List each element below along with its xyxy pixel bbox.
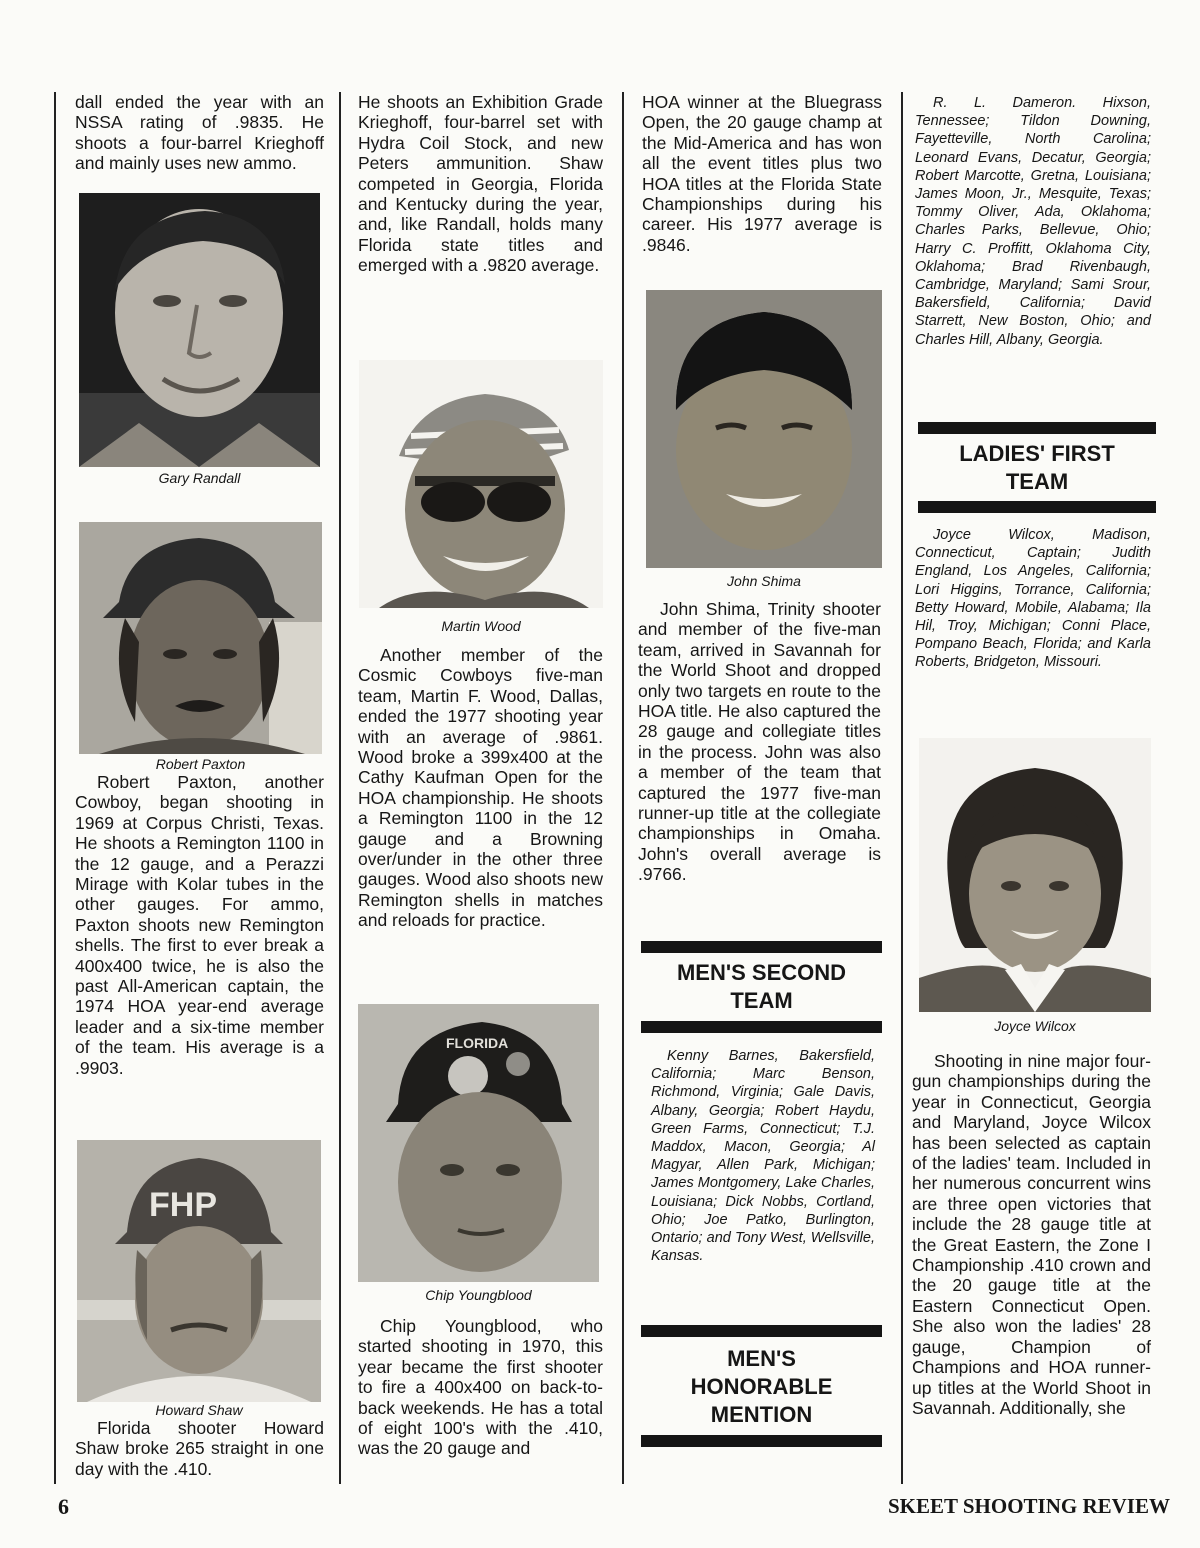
column-2-wood-text	[358, 645, 603, 931]
heading-mens-honorable-mention: MEN'S HONORABLE MENTION	[690, 1346, 833, 1427]
paragraph-youngblood: Chip Youngblood, who started shooting in 1970, this year became the first shooter to fire a 400x400 on back-to-back weekends. He has a total of eight 100's with the .410, was the 20 gauge and	[358, 1316, 603, 1459]
section-bar	[918, 501, 1156, 513]
paragraph-wilcox: Shooting in nine major four-gun championships during the year in Connecticut, Georgia and Maryland, Joyce Wilcox has been selected as captain of the ladies' team. Included in her numerous concurrent wins are three open victories that include the 28 gauge title at the Great Eastern, the Zone I Championship .410 crown and the 20 gauge title at the Eastern Connecticut Open. She also won the ladies' 28 gauge, Champion of Champions and HOA runner-up titles at the World Shoot in Savannah. Additionally, she	[912, 1051, 1151, 1418]
column-3-shima-text	[638, 599, 881, 885]
list-mens-second-team: Kenny Barnes, Bakersfield, California; Marc Benson, Richmond, Virginia; Gale Davis, Albany, Georgia; Robert Haydu, Green Farms, Connecticut; T.J. Maddox, Macon, Georgia; Al Magyar, Allen Park, Michigan; James Montgomery, Lake Charles, Louisiana; Dick Nobbs, Cortland, Ohio; Joe Patko, Burlington, Ontario; and Tony West, Wellsville, Kansas.	[651, 1048, 875, 1265]
paragraph-paxton: Robert Paxton, another Cowboy, began shooting in 1969 at Corpus Christi, Texas. He shoots a Remington 1100 in the 12 gauge, and a Perazzi Mirage with Kolar tubes in the other gauges. For ammo, Paxton shoots new Remington shells. The first to ever break a 400x400 twice, he is also the past All-American captain, the 1974 HOA year-end average leader and a six-time member of the team. His average is a .9903.	[75, 772, 324, 1078]
column-rule	[622, 92, 624, 1484]
column-rule	[339, 92, 341, 1484]
section-bar	[918, 422, 1156, 434]
paragraph-shaw: Florida shooter Howard Shaw broke 265 straight in one day with the .410.	[75, 1418, 324, 1479]
photo-howard-shaw	[77, 1140, 321, 1402]
caption-chip-youngblood: Chip Youngblood	[425, 1287, 532, 1303]
column-3-top-text	[642, 92, 882, 255]
column-4-wilcox-text	[912, 1051, 1151, 1418]
caption-joyce-wilcox: Joyce Wilcox	[994, 1018, 1076, 1034]
photo-joyce-wilcox	[919, 738, 1151, 1012]
caption-martin-wood: Martin Wood	[441, 618, 521, 634]
list-mens-honorable-mention: R. L. Dameron. Hixson, Tennessee; Tildon Downing, Fayetteville, North Carolina; Leonard Evans, Decatur, Georgia; Robert Marcotte, Gretna, Louisiana; James Moon, Jr., Mesquite, Texas; Tommy Oliver, Ada, Oklahoma; Charles Parks, Bellevue, Ohio; Harry C. Proffitt, Oklahoma City, Oklahoma; Brad Rivenbaugh, Cambridge, Maryland; Sami Srour, Bakersfield, California; David Starrett, New Boston, Ohio; and Charles Hill, Albany, Georgia.	[915, 95, 1151, 348]
photo-martin-wood	[359, 360, 603, 608]
caption-howard-shaw: Howard Shaw	[155, 1402, 243, 1418]
column-rule	[901, 92, 903, 1484]
caption-gary-randall: Gary Randall	[158, 470, 241, 486]
paragraph-shima: John Shima, Trinity shooter and member of the five-man team, arrived in Savannah for the World Shoot and dropped only two targets en route to the HOA title. He also captured the 28 gauge and collegiate titles in the process. John was also a member of the team that captured the 1977 five-man runner-up title at the collegiate championships in Omaha. John's overall average is .9766.	[638, 599, 881, 885]
heading-mens-second-team: MEN'S SECOND TEAM	[676, 960, 847, 1013]
caption-john-shima: John Shima	[727, 573, 801, 589]
column-1-paxton-text	[75, 772, 324, 1078]
svg-text:FHP: FHP	[149, 1186, 217, 1224]
section-bar	[641, 941, 882, 953]
section-bar	[641, 1325, 882, 1337]
paragraph-youngblood-continued: HOA winner at the Bluegrass Open, the 20 gauge champ at the Mid-America and has won all the event titles plus two HOA titles at the Florida State Championships during his career. His 1977 average is .9846.	[642, 92, 882, 255]
photo-john-shima	[646, 290, 882, 568]
column-1	[75, 92, 324, 174]
svg-text:FLORIDA: FLORIDA	[446, 1035, 509, 1051]
paragraph-wood: Another member of the Cosmic Cowboys five-man team, Martin F. Wood, Dallas, ended the 1977 shooting year with an average of .9861. Wood broke a 399x400 at the Cathy Kaufman Open for the HOA championship. He shoots a Remington 1100 in the 12 gauge and a Browning over/under in the other three gauges. Wood also shoots new Remington shells in matches and reloads for practice.	[358, 645, 603, 931]
caption-robert-paxton: Robert Paxton	[155, 756, 246, 772]
column-2-top-text	[358, 92, 603, 276]
paragraph-randall-end: dall ended the year with an NSSA rating of .9835. He shoots a four-barrel Krieghoff and mainly uses new ammo.	[75, 92, 324, 174]
section-bar	[641, 1435, 882, 1447]
photo-robert-paxton	[79, 522, 322, 754]
section-bar	[641, 1021, 882, 1033]
column-1-shaw-text	[75, 1418, 324, 1479]
column-2-youngblood-text	[358, 1316, 603, 1459]
magazine-title: SKEET SHOOTING REVIEW	[887, 1494, 1170, 1518]
paragraph-shaw-continued: He shoots an Exhibition Grade Krieghoff, four-barrel set with Hydra Coil Stock, and new Peters ammunition. Shaw competed in Georgia, Florida and Kentucky during the year, and, like Randall, holds many Florida state titles and emerged with a .9820 average.	[358, 92, 603, 276]
list-ladies-first-team: Joyce Wilcox, Madison, Connecticut, Captain; Judith England, Los Angeles, California; Lori Higgins, Torrance, California; Betty Howard, Mobile, Alabama; Ila Hil, Troy, Michigan; Conni Place, Pompano Beach, Florida; and Karla Roberts, Bridgeton, Missouri.	[915, 527, 1151, 671]
photo-gary-randall	[79, 193, 320, 467]
heading-ladies-first-team: LADIES' FIRST TEAM	[959, 441, 1115, 494]
column-rule	[54, 92, 56, 1484]
photo-chip-youngblood	[358, 1004, 599, 1282]
page-number: 6	[58, 1494, 69, 1519]
